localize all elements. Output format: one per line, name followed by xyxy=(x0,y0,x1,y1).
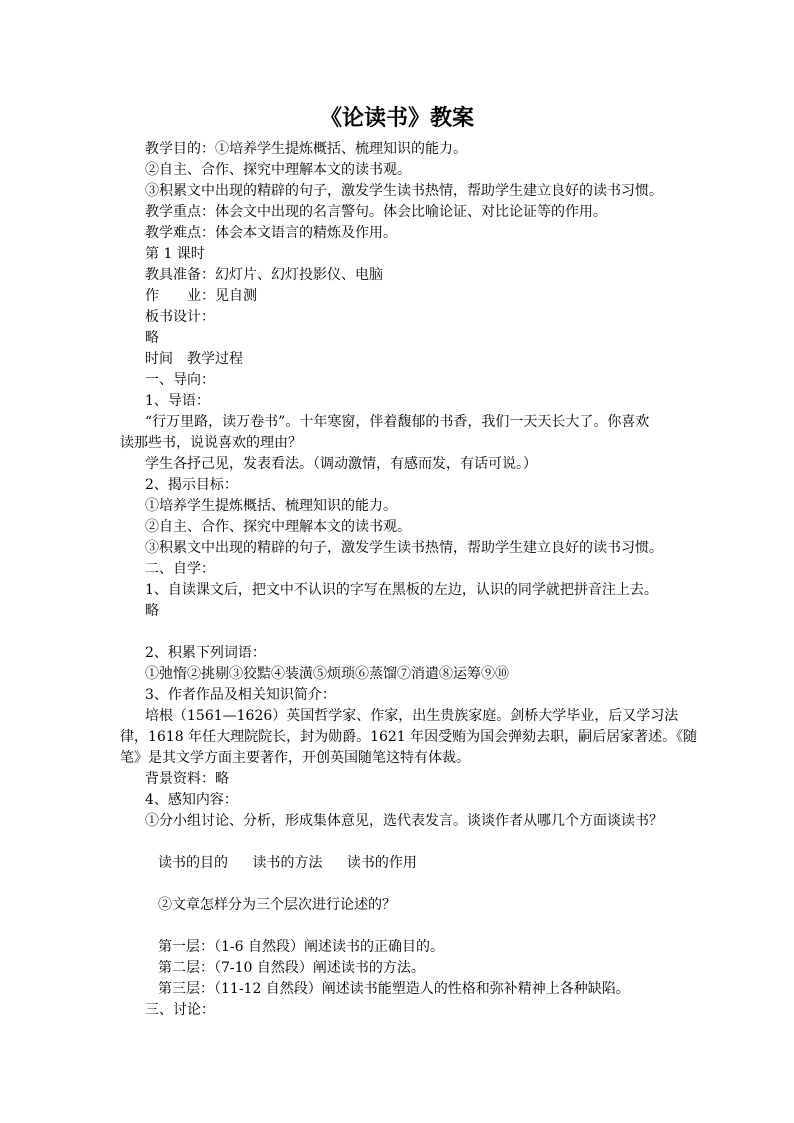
text-line: 二、自学： xyxy=(145,561,215,577)
text-line: 一、导向： xyxy=(145,372,215,388)
text-line: ①弛惰②挑剔③狡黠④装潢⑤烦琐⑥蒸馏⑦消遣⑧运筹⑨⑩ xyxy=(145,666,509,682)
text-line: ①培养学生提炼概括、梳理知识的能力。 xyxy=(145,498,397,514)
aspects-row xyxy=(158,853,417,873)
text-line: 背景资料：略 xyxy=(145,771,229,787)
text-line: 2、积累下列词语： xyxy=(145,645,266,661)
text-line: 律，1618 年任大理院院长，封为勋爵。1621 年因受贿为国会弹劾去职，嗣后居家著述。《随 xyxy=(120,729,698,745)
text-line: ②自主、合作、探究中理解本文的读书观。 xyxy=(145,519,411,535)
document-title: 《论读书》教案 xyxy=(319,105,474,131)
text-line: ②自主、合作、探究中理解本文的读书观。 xyxy=(145,162,411,178)
text-line: “行万里路，读万卷书”。十年寒窗，伴着馥郁的书香，我们一天天长大了。你喜欢 xyxy=(145,414,650,430)
aspect-purpose: 读书的目的 xyxy=(158,855,228,871)
text-line: 教学难点：体会本文语言的精炼及作用。 xyxy=(145,225,397,241)
text-line: 2、揭示目标： xyxy=(145,477,238,493)
text-line: 作 业：见自测 xyxy=(145,288,257,304)
text-line: 三、讨论： xyxy=(145,1002,215,1018)
text-line: 第一层：（1-6 自然段）阐述读书的正确目的。 xyxy=(158,939,444,955)
text-line: 读那些书，说说喜欢的理由？ xyxy=(120,435,302,451)
text-line: 培根（1561—1626）英国哲学家、作家，出生贵族家庭。剑桥大学毕业，后又学习法 xyxy=(145,708,679,724)
text-line: 3、作者作品及相关知识简介： xyxy=(145,687,336,703)
text-line: 略 xyxy=(145,330,159,346)
text-line: 学生各抒己见，发表看法。（调动激情，有感而发，有话可说。） xyxy=(145,456,537,472)
aspect-effect: 读书的作用 xyxy=(346,855,417,871)
text-line: 第二层：（7-10 自然段）阐述读书的方法。 xyxy=(158,960,425,976)
text-line: ①分小组讨论、分析，形成集体意见，选代表发言。谈谈作者从哪几个方面谈读书？ xyxy=(145,813,663,829)
text-line: 笔》是其文学方面主要著作，开创英国随笔这特有体裁。 xyxy=(120,750,470,766)
text-line: ③积累文中出现的精辟的句子，激发学生读书热情，帮助学生建立良好的读书习惯。 xyxy=(145,540,663,556)
text-line: 时间 教学过程 xyxy=(145,351,243,367)
aspect-method: 读书的方法 xyxy=(252,855,323,871)
text-line: 4、感知内容： xyxy=(145,792,238,808)
text-line: 教学重点：体会文中出现的名言警句。体会比喻论证、对比论证等的作用。 xyxy=(145,204,607,220)
text-line: 1、自读课文后，把文中不认识的字写在黑板的左边，认识的同学就把拼音注上去。 xyxy=(145,582,658,598)
text-line: 板书设计： xyxy=(145,309,215,325)
text-line: 第 1 课时 xyxy=(145,246,205,262)
text-line: 1、导语： xyxy=(145,393,210,409)
text-line: ②文章怎样分为三个层次进行论述的？ xyxy=(158,897,396,913)
text-line: 教具准备：幻灯片、幻灯投影仪、电脑 xyxy=(145,267,383,283)
text-line: 略 xyxy=(145,603,159,619)
text-line: 第三层：（11-12 自然段）阐述读书能塑造人的性格和弥补精神上各种缺陷。 xyxy=(158,981,630,997)
text-line: 教学目的：①培养学生提炼概括、梳理知识的能力。 xyxy=(145,141,467,157)
text-line: ③积累文中出现的精辟的句子，激发学生读书热情，帮助学生建立良好的读书习惯。 xyxy=(145,183,663,199)
